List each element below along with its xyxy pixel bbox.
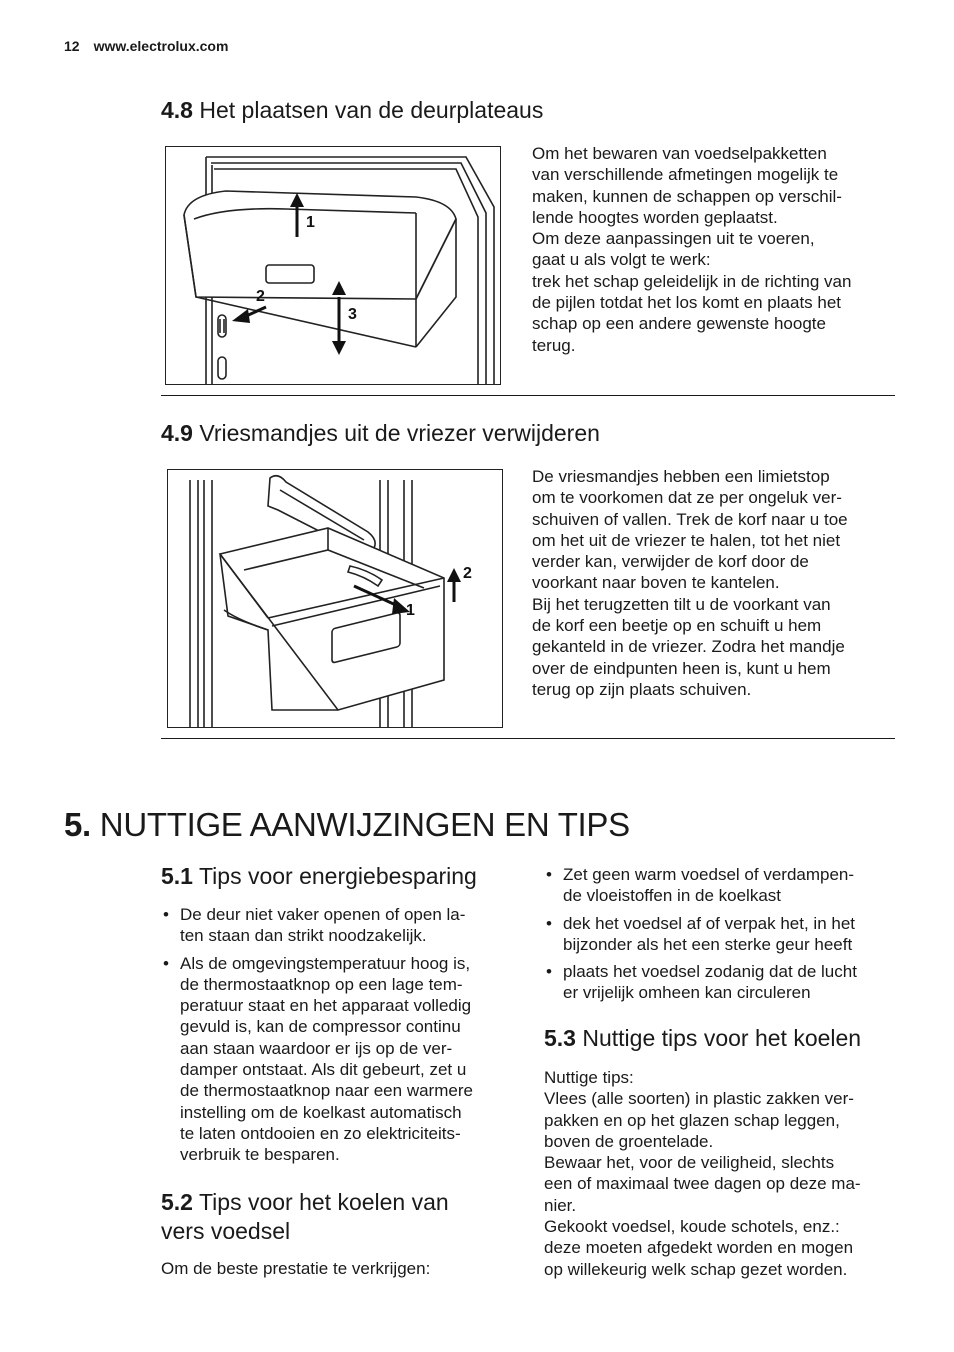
text-line: De vriesmandjes hebben een limietstop <box>532 467 830 486</box>
website-link[interactable]: www.electrolux.com <box>93 38 229 54</box>
text-line: Om deze aanpassingen uit te voeren, <box>532 229 815 249</box>
section-5-2-heading <box>161 1188 449 1246</box>
list-item <box>161 953 511 1166</box>
page-header <box>64 38 228 54</box>
section-4-9-text <box>532 466 912 700</box>
text-line: over de eindpunten heen is, kunt u hem <box>532 658 831 678</box>
section-4-8-text <box>532 143 912 356</box>
text-line: een of maximaal twee dagen op deze ma- <box>544 1174 861 1194</box>
divider <box>161 395 895 396</box>
text-line: de vloeistoffen in de koelkast <box>563 886 781 906</box>
text-line: van verschillende afmetingen mogelijk te <box>532 165 839 185</box>
section-number: 5.2 <box>161 1189 193 1215</box>
text-line: peratuur staat en het apparaat volledig <box>180 996 472 1016</box>
section-title: Nuttige tips voor het koelen <box>582 1025 862 1051</box>
text-line: nier. <box>544 1195 577 1215</box>
door-shelf-figure <box>165 146 501 385</box>
section-number: 5.3 <box>544 1025 576 1051</box>
chapter-heading <box>64 806 630 844</box>
text-line: schap op een andere gewenste hoogte <box>532 314 826 334</box>
section-5-3-text <box>544 1067 914 1280</box>
divider <box>161 738 895 739</box>
text-line: op willekeurig welk schap gezet worden. <box>544 1259 848 1279</box>
fig-label-1: 1 <box>306 214 315 231</box>
fig-label-3: 3 <box>348 306 357 323</box>
chapter-title: NUTTIGE AANWIJZINGEN EN TIPS <box>99 806 630 843</box>
text-line: ten staan dan strikt noodzakelijk. <box>180 926 427 946</box>
section-number: 4.8 <box>161 97 193 123</box>
text-line: om te voorkomen dat ze per ongeluk ver- <box>532 488 842 508</box>
text-line: maken, kunnen de schappen op verschil- <box>532 186 842 206</box>
section-number: 5.1 <box>161 863 193 889</box>
section-4-8-heading <box>161 96 543 124</box>
text-line: gevuld is, kan de compressor continu <box>180 1017 461 1037</box>
section-title: Tips voor energiebesparing <box>198 863 477 889</box>
text-line: te laten ontdooien en zo elektriciteits- <box>180 1123 461 1143</box>
text-line: • De deur niet vaker openen of open la- <box>180 905 466 924</box>
text-line: aan staan waardoor er ijs op de ver- <box>180 1038 453 1058</box>
text-line: boven de groentelade. <box>544 1131 714 1151</box>
section-title-line: Tips voor het koelen van <box>198 1189 449 1215</box>
section-title: Het plaatsen van de deurplateaus <box>199 97 544 123</box>
text-line: de korf een beetje op en schuift u hem <box>532 616 822 636</box>
energy-tips-list <box>161 904 511 1172</box>
text-line: • dek het voedsel af of verpak het, in het <box>563 913 856 933</box>
text-line: voorkant naar boven te kantelen. <box>532 573 780 593</box>
section-number: 4.9 <box>161 420 193 446</box>
text-line: de pijlen totdat het los komt en plaats het <box>532 293 842 313</box>
text-line: bijzonder als het een sterke geur heeft <box>563 934 853 954</box>
list-item <box>544 864 904 907</box>
text-line: damper ontstaat. Als dit gebeurt, zet u <box>180 1060 467 1080</box>
list-item <box>544 913 904 956</box>
text-line: er vrijelijk omheen kan circuleren <box>563 983 811 1003</box>
text-line: gaat u als volgt te werk: <box>532 250 711 270</box>
text-line: instelling om de koelkast automatisch <box>180 1102 462 1122</box>
fresh-food-tips-list <box>544 864 904 1010</box>
text-line: • Als de omgevingstemperatuur hoog is, <box>180 953 471 973</box>
chapter-number: 5. <box>64 806 91 843</box>
text-line: terug op zijn plaats schuiven. <box>532 679 752 699</box>
text-line: gekanteld in de vriezer. Zodra het mandje <box>532 637 845 657</box>
text-line: schuiven of vallen. Trek de korf naar u toe <box>532 509 848 529</box>
fig-label-1: 1 <box>406 602 415 619</box>
text-line: Bij het terugzetten tilt u de voorkant van <box>532 594 831 614</box>
freezer-basket-figure <box>167 469 503 728</box>
text-line: lende hoogtes worden geplaatst. <box>532 207 778 227</box>
text-line: Bewaar het, voor de veiligheid, slechts <box>544 1153 835 1173</box>
section-5-3-heading <box>544 1024 861 1052</box>
text-line: om het uit de vriezer te halen, tot het niet <box>532 530 841 550</box>
list-item <box>161 904 511 947</box>
list-item <box>544 961 904 1004</box>
text-line: Om het bewaren van voedselpakketten <box>532 144 827 163</box>
text-line: terug. <box>532 335 576 355</box>
text-line: verbruik te besparen. <box>180 1145 340 1165</box>
fig-label-2: 2 <box>256 288 265 305</box>
section-5-1-heading <box>161 862 477 890</box>
text-line: de thermostaatknop op een lage tem- <box>180 974 463 994</box>
text-line: Gekookt voedsel, koude schotels, enz.: <box>544 1217 840 1237</box>
text-line: • Zet geen warm voedsel of verdampen- <box>563 865 855 884</box>
text-line: verder kan, verwijder de korf door de <box>532 552 809 572</box>
page-number: 12 <box>64 38 80 54</box>
text-line: deze moeten afgedekt worden en mogen <box>544 1238 854 1258</box>
text-line: • plaats het voedsel zodanig dat de lucht <box>563 962 857 982</box>
text-line: Vlees (alle soorten) in plastic zakken ver- <box>544 1089 854 1109</box>
door-shelf-illustration <box>166 147 500 384</box>
section-5-2-intro: Om de beste prestatie te verkrijgen: <box>161 1259 431 1278</box>
text-line: pakken en op het glazen schap leggen, <box>544 1110 840 1130</box>
section-title-line: vers voedsel <box>161 1218 291 1244</box>
section-title: Vriesmandjes uit de vriezer verwijderen <box>199 420 600 446</box>
text-line: Nuttige tips: <box>544 1068 634 1087</box>
fig-label-2: 2 <box>463 565 472 582</box>
text-line: de thermostaatknop naar een warmere <box>180 1081 473 1101</box>
text-line: trek het schap geleidelijk in de richting van <box>532 271 852 291</box>
freezer-basket-illustration <box>168 470 502 727</box>
section-4-9-heading <box>161 419 600 447</box>
